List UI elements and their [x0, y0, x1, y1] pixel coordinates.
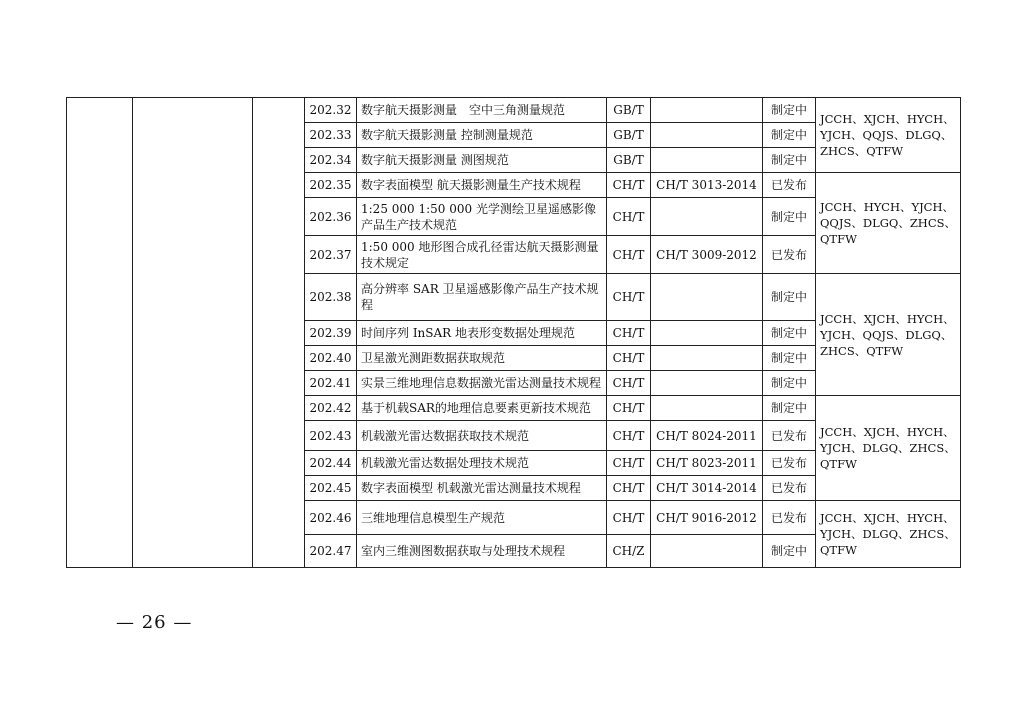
standard-code [651, 396, 763, 421]
standard-grade: CH/Z [607, 535, 651, 568]
standard-status: 已发布 [763, 476, 816, 501]
standard-status: 制定中 [763, 371, 816, 396]
standard-code [651, 274, 763, 321]
standard-status: 制定中 [763, 346, 816, 371]
standard-code: CH/T 3009-2012 [651, 236, 763, 274]
row-number: 202.44 [305, 451, 357, 476]
standard-code [651, 198, 763, 236]
standard-grade: CH/T [607, 173, 651, 198]
standard-name: 室内三维测图数据获取与处理技术规程 [357, 535, 607, 568]
standard-name: 1:25 000 1:50 000 光学测绘卫星遥感影像产品生产技术规范 [357, 198, 607, 236]
standard-grade: CH/T [607, 346, 651, 371]
standard-code [651, 321, 763, 346]
standard-grade: CH/T [607, 396, 651, 421]
standard-status: 制定中 [763, 198, 816, 236]
standard-code: CH/T 3014-2014 [651, 476, 763, 501]
standard-code [651, 98, 763, 123]
standard-grade: GB/T [607, 123, 651, 148]
standard-grade: GB/T [607, 98, 651, 123]
standard-code [651, 123, 763, 148]
standard-status: 已发布 [763, 501, 816, 535]
standard-grade: CH/T [607, 501, 651, 535]
standard-name: 时间序列 InSAR 地表形变数据处理规范 [357, 321, 607, 346]
standard-grade: CH/T [607, 198, 651, 236]
responsible-units: JCCH、HYCH、YJCH、QQJS、DLGQ、ZHCS、QTFW [816, 173, 961, 274]
responsible-units: JCCH、XJCH、HYCH、YJCH、DLGQ、ZHCS、QTFW [816, 501, 961, 568]
standard-code [651, 535, 763, 568]
standard-code: CH/T 9016-2012 [651, 501, 763, 535]
standard-code: CH/T 8023-2011 [651, 451, 763, 476]
standard-name: 高分辨率 SAR 卫星遥感影像产品生产技术规程 [357, 274, 607, 321]
standard-code: CH/T 8024-2011 [651, 421, 763, 451]
row-number: 202.47 [305, 535, 357, 568]
standard-code: CH/T 3013-2014 [651, 173, 763, 198]
standard-grade: CH/T [607, 451, 651, 476]
standard-status: 已发布 [763, 173, 816, 198]
standard-grade: CH/T [607, 274, 651, 321]
subcategory-cell [133, 98, 253, 568]
standard-status: 已发布 [763, 421, 816, 451]
row-number: 202.39 [305, 321, 357, 346]
row-number: 202.32 [305, 98, 357, 123]
standard-status: 制定中 [763, 535, 816, 568]
standard-status: 制定中 [763, 396, 816, 421]
standard-name: 数字航天摄影测量 控制测量规范 [357, 123, 607, 148]
standard-grade: CH/T [607, 371, 651, 396]
standard-name: 三维地理信息模型生产规范 [357, 501, 607, 535]
standards-table [66, 97, 961, 568]
row-number: 202.36 [305, 198, 357, 236]
standard-name: 数字航天摄影测量 空中三角测量规范 [357, 98, 607, 123]
standard-status: 制定中 [763, 321, 816, 346]
standard-status: 制定中 [763, 274, 816, 321]
standard-grade: CH/T [607, 476, 651, 501]
standard-name: 数字表面模型 航天摄影测量生产技术规程 [357, 173, 607, 198]
row-number: 202.42 [305, 396, 357, 421]
row-number: 202.40 [305, 346, 357, 371]
table-row [67, 98, 961, 123]
standard-name: 数字航天摄影测量 测图规范 [357, 148, 607, 173]
standard-name: 卫星激光测距数据获取规范 [357, 346, 607, 371]
standard-grade: GB/T [607, 148, 651, 173]
standard-grade: CH/T [607, 321, 651, 346]
standard-grade: CH/T [607, 236, 651, 274]
standard-name: 基于机载SAR的地理信息要素更新技术规范 [357, 396, 607, 421]
standard-code [651, 346, 763, 371]
standard-code [651, 148, 763, 173]
row-number: 202.45 [305, 476, 357, 501]
row-number: 202.46 [305, 501, 357, 535]
standard-status: 制定中 [763, 98, 816, 123]
row-number: 202.38 [305, 274, 357, 321]
page-number: — 26 — [116, 612, 193, 633]
standard-name: 实景三维地理信息数据激光雷达测量技术规程 [357, 371, 607, 396]
standard-status: 制定中 [763, 123, 816, 148]
standard-status: 已发布 [763, 451, 816, 476]
standard-status: 已发布 [763, 236, 816, 274]
responsible-units: JCCH、XJCH、HYCH、YJCH、QQJS、DLGQ、ZHCS、QTFW [816, 274, 961, 396]
group-cell [253, 98, 305, 568]
standard-code [651, 371, 763, 396]
standard-status: 制定中 [763, 148, 816, 173]
row-number: 202.35 [305, 173, 357, 198]
row-number: 202.41 [305, 371, 357, 396]
responsible-units: JCCH、XJCH、HYCH、YJCH、DLGQ、ZHCS、QTFW [816, 396, 961, 501]
standard-grade: CH/T [607, 421, 651, 451]
standard-name: 数字表面模型 机载激光雷达测量技术规程 [357, 476, 607, 501]
row-number: 202.43 [305, 421, 357, 451]
row-number: 202.34 [305, 148, 357, 173]
standard-name: 机载激光雷达数据获取技术规范 [357, 421, 607, 451]
standard-name: 机载激光雷达数据处理技术规范 [357, 451, 607, 476]
row-number: 202.37 [305, 236, 357, 274]
standard-name: 1:50 000 地形图合成孔径雷达航天摄影测量技术规定 [357, 236, 607, 274]
responsible-units: JCCH、XJCH、HYCH、YJCH、QQJS、DLGQ、ZHCS、QTFW [816, 98, 961, 173]
category-cell [67, 98, 133, 568]
row-number: 202.33 [305, 123, 357, 148]
